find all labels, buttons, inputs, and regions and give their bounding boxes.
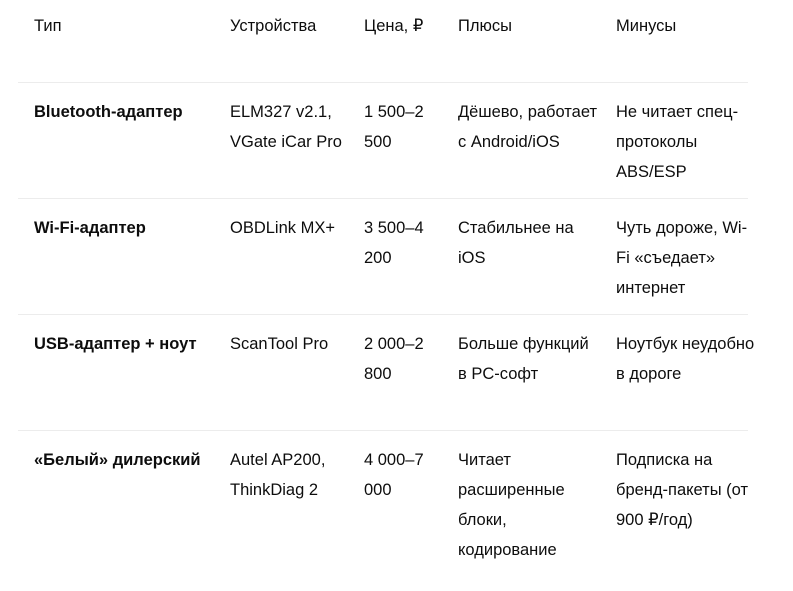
cell-type: Bluetooth-адаптер bbox=[34, 103, 183, 121]
cell-devices: ELM327 v2.1, VGate iCar Pro bbox=[230, 103, 342, 151]
cell-pros: Дёшево, работает с Android/iOS bbox=[458, 103, 598, 151]
cell-cons: Не читает спец-протоколы ABS/ESP bbox=[616, 103, 739, 181]
cell-price: 1 500–2 500 bbox=[364, 103, 424, 151]
cell-devices: OBDLink MX+ bbox=[230, 219, 335, 237]
table-row bbox=[18, 199, 748, 315]
cell-pros: Больше функций в PC-софт bbox=[458, 335, 589, 383]
header-type: Тип bbox=[34, 17, 62, 35]
cell-devices: Autel AP200, ThinkDiag 2 bbox=[230, 451, 326, 499]
cell-cons: Чуть дороже, Wi-Fi «съедает» интернет bbox=[616, 219, 748, 297]
table-row bbox=[18, 315, 755, 431]
cell-devices: ScanTool Pro bbox=[230, 335, 329, 353]
cell-cons: Ноутбук неудобно в дороге bbox=[616, 335, 755, 383]
header-pros: Плюсы bbox=[458, 17, 512, 35]
table-row bbox=[18, 431, 748, 591]
cell-pros: Стабильнее на iOS bbox=[458, 219, 574, 267]
cell-price: 4 000–7 000 bbox=[364, 451, 424, 499]
cell-pros: Читает расширенные блоки, кодирование bbox=[458, 451, 565, 559]
cell-type: «Белый» дилерский bbox=[34, 451, 201, 469]
cell-price: 2 000–2 800 bbox=[364, 335, 424, 383]
table-header-row bbox=[18, 11, 748, 83]
cell-type: USB-адаптер + ноут bbox=[34, 335, 197, 353]
cell-type: Wi-Fi-адаптер bbox=[34, 219, 146, 237]
header-devices: Устройства bbox=[230, 17, 317, 35]
header-price: Цена, ₽ bbox=[364, 17, 424, 35]
header-cons: Минусы bbox=[616, 17, 677, 35]
cell-price: 3 500–4 200 bbox=[364, 219, 424, 267]
table-row bbox=[18, 83, 748, 199]
cell-cons: Подписка на бренд-пакеты (от 900 ₽/год) bbox=[616, 451, 749, 529]
comparison-table bbox=[18, 11, 755, 591]
